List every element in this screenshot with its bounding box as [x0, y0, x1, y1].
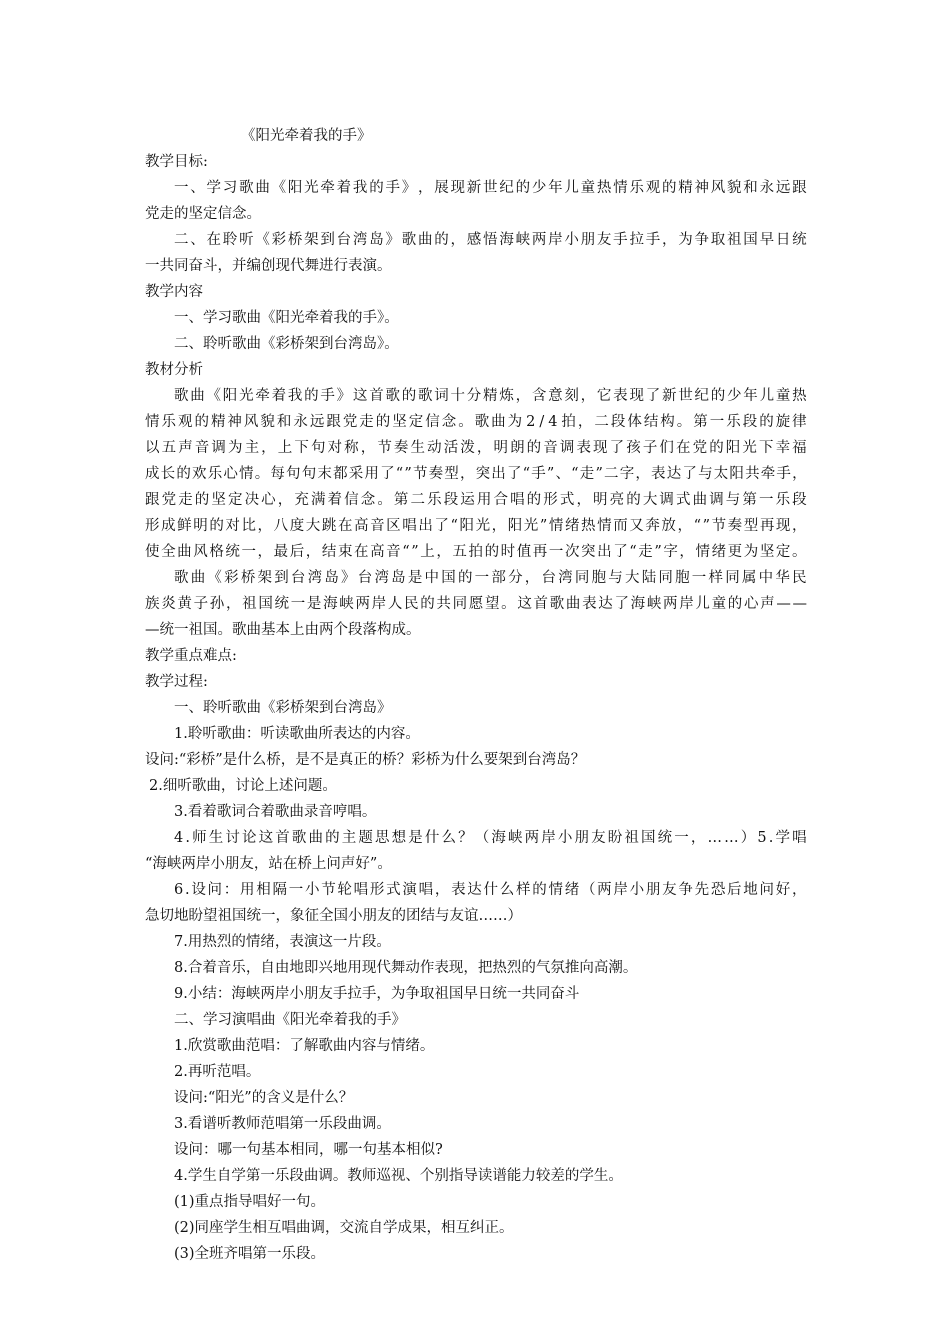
- text-line: 8.合着音乐，自由地即兴地用现代舞动作表现，把热烈的气氛推向高潮。: [174, 960, 638, 976]
- text-line: —统一祖国。歌曲基本上由两个段落构成。: [145, 622, 421, 638]
- text-line: 以 五 声 音 调 为 主 ， 上 下 句 对 称 ， 节 奏 生 动 活 泼 ， 明 朗 的 音 调 表 现 了 孩 子 们 在 党 的 阳 光 下 幸 福: [145, 440, 807, 456]
- text-line: 急切地盼望祖国统一，象征全国小朋友的团结与友谊……）: [145, 908, 522, 924]
- text-line: 党走的坚定信念。: [145, 206, 261, 222]
- text-line: 使 全 曲 风 格 统 一 ， 最 后 ， 结 束 在 高 音 “ ” 上 ， 五 拍 的 时 值 再 一 次 突 出 了 “ 走 ” 字 ， 情 绪 更 为 坚 定 。: [145, 544, 807, 560]
- text-line: 7.用热烈的情绪，表演这一片段。: [174, 934, 391, 950]
- text-line: 族 炎 黄 子 孙 ， 祖 国 统 一 是 海 峡 两 岸 人 民 的 共 同 愿 望 。 这 首 歌 曲 表 达 了 海 峡 两 岸 儿 童 的 心 声 — —: [145, 596, 807, 612]
- text-line: 一 、 学 习 歌 曲 《 阳 光 牵 着 我 的 手 》 ， 展 现 新 世 纪 的 少 年 儿 童 热 情 乐 观 的 精 神 风 貌 和 永 远 跟: [174, 180, 807, 196]
- text-line: 3.看着歌词合着歌曲录音哼唱。: [174, 804, 377, 820]
- text-line: 2.细听歌曲，讨论上述问题。: [149, 778, 337, 794]
- text-line: 4 . 师 生 讨 论 这 首 歌 曲 的 主 题 思 想 是 什 么 ？ （ 海 峡 两 岸 小 朋 友 盼 祖 国 统 一 ， … … ） 5 . 学 唱: [174, 830, 807, 846]
- text-line: 1.聆听歌曲：听读歌曲所表达的内容。: [174, 726, 420, 742]
- text-line: 教材分析: [145, 362, 203, 378]
- text-line: 教学内容: [145, 284, 203, 300]
- text-line: 2.再听范唱。: [174, 1064, 261, 1080]
- document-lines: [145, 149, 807, 1267]
- text-line: 情 乐 观 的 精 神 风 貌 和 永 远 跟 党 走 的 坚 定 信 念 。 歌 曲 为 2 / 4 拍 ， 二 段 体 结 构 。 第 一 乐 段 的 旋 律: [145, 414, 807, 430]
- text-line: 4.学生自学第一乐段曲调。教师巡视、个别指导读谱能力较差的学生。: [174, 1168, 623, 1184]
- text-line: 3.看谱听教师范唱第一乐段曲调。: [174, 1116, 391, 1132]
- document-body: [145, 123, 807, 1267]
- text-line: 歌 曲 《 彩 桥 架 到 台 湾 岛 》 台 湾 岛 是 中 国 的 一 部 分 ， 台 湾 同 胞 与 大 陆 同 胞 一 样 同 属 中 华 民: [174, 570, 807, 586]
- document-title: 《阳光牵着我的手》: [241, 128, 372, 144]
- text-line: 跟 党 走 的 坚 定 决 心 ， 充 满 着 信 念 。 第 二 乐 段 运 用 合 唱 的 形 式 ， 明 亮 的 大 调 式 曲 调 与 第 一 乐 段: [145, 492, 807, 508]
- text-line: 一、学习歌曲《阳光牵着我的手》。: [174, 310, 399, 326]
- text-line: 1.欣赏歌曲范唱：了解歌曲内容与情绪。: [174, 1038, 435, 1054]
- text-line: (2)同座学生相互唱曲调，交流自学成果，相互纠正。: [174, 1220, 514, 1236]
- text-line: 教学重点难点:: [145, 648, 237, 664]
- text-line: 教学目标:: [145, 154, 208, 170]
- text-line: 设问:“阳光”的含义是什么？: [174, 1090, 354, 1106]
- text-line: 二、聆听歌曲《彩桥架到台湾岛》。: [174, 336, 399, 352]
- text-line: 设问:“彩桥”是什么桥，是不是真正的桥？彩桥为什么要架到台湾岛？: [145, 752, 586, 768]
- text-line: 成 长 的 欢 乐 心 情 。 每 句 句 末 都 采 用 了 “ ” 节 奏 型 ， 突 出 了 “ 手 ” 、 “ 走 ” 二 字 ， 表 达 了 与 太 阳 共 牵 手 ，: [145, 466, 807, 482]
- text-line: (1)重点指导唱好一句。: [174, 1194, 326, 1210]
- text-line: 二 、 在 聆 听 《 彩 桥 架 到 台 湾 岛 》 歌 曲 的 ， 感 悟 海 峡 两 岸 小 朋 友 手 拉 手 ， 为 争 取 祖 国 早 日 统: [174, 232, 807, 248]
- text-line: 一共同奋斗，并编创现代舞进行表演。: [145, 258, 392, 274]
- text-line: 6 . 设 问 ： 用 相 隔 一 小 节 轮 唱 形 式 演 唱 ， 表 达 什 么 样 的 情 绪 （ 两 岸 小 朋 友 争 先 恐 后 地 问 好 ，: [174, 882, 807, 898]
- text-line: 歌 曲 《 阳 光 牵 着 我 的 手 》 这 首 歌 的 歌 词 十 分 精 炼 ， 含 意 刻 ， 它 表 现 了 新 世 纪 的 少 年 儿 童 热: [174, 388, 807, 404]
- text-line: 二、学习演唱曲《阳光牵着我的手》: [174, 1012, 406, 1028]
- text-line: 教学过程:: [145, 674, 208, 690]
- text-line: 形 成 鲜 明 的 对 比 ， 八 度 大 跳 在 高 音 区 唱 出 了 “ 阳 光 ， 阳 光 ” 情 绪 热 情 而 又 奔 放 ， “ ” 节 奏 型 再 现 ，: [145, 518, 807, 534]
- text-line: (3)全班齐唱第一乐段。: [174, 1246, 326, 1262]
- text-line: 9.小结：海峡两岸小朋友手拉手，为争取祖国早日统一共同奋斗: [174, 986, 580, 1002]
- text-line: “海峡两岸小朋友，站在桥上问声好”。: [145, 856, 392, 872]
- text-line: 设问：哪一句基本相同，哪一句基本相似?: [174, 1142, 443, 1158]
- text-line: 一、聆听歌曲《彩桥架到台湾岛》: [174, 700, 392, 716]
